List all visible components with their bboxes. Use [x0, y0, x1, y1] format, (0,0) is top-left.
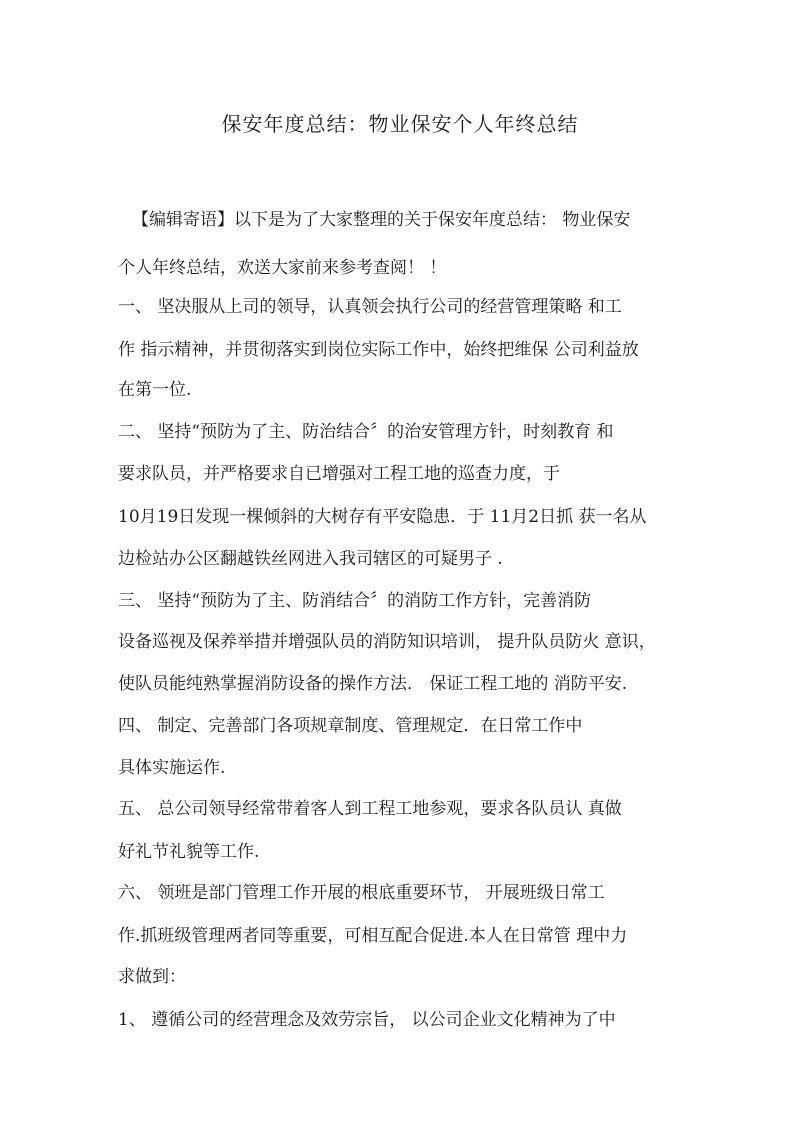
text-line-16: 好礼节礼貌等工作.	[118, 842, 260, 862]
text-line-14: 具体实施运作.	[118, 758, 226, 778]
text-line-4: 作 指示精神，并贯彻落实到岗位实际工作中，始终把维保 公司利益放	[118, 340, 639, 360]
text-line-11: 设备巡视及保养举措并增强队员的消防知识培训， 提升队员防火 意识，	[118, 632, 656, 652]
text-line-1: 【编辑寄语】以下是为了大家整理的关于保安年度总结： 物业保安	[132, 210, 631, 230]
text-line-2: 个人年终总结，欢送大家前来参考查阅！ ！	[118, 258, 447, 278]
text-line-17: 六、 领班是部门管理工作开展的根底重要环节， 开展班级日常工	[118, 883, 605, 903]
text-line-18: 作.抓班级管理两者同等重要，可相互配合促进.本人在日常管 理中力	[118, 926, 628, 946]
text-line-6: 二、 坚持“预防为了主、防治结合〞的治安管理方针，时刻教育 和	[118, 422, 614, 442]
text-line-5: 在第一位.	[118, 380, 192, 400]
text-line-19: 求做到：	[118, 967, 186, 987]
text-line-7: 要求队员，并严格要求自已增强对工程工地的巡查力度，于	[118, 464, 560, 484]
text-line-13: 四、 制定、完善部门各项规章制度、管理规定．在日常工作中	[118, 716, 583, 736]
text-line-15: 五、 总公司领导经常带着客人到工程工地参观，要求各队员认 真做	[118, 799, 622, 819]
text-line-12: 使队员能纯熟掌握消防设备的操作方法． 保证工程工地的 消防平安.	[118, 674, 628, 694]
text-line-10: 三、 坚持“预防为了主、防消结合〞的消防工作方针，完善消防	[118, 591, 592, 611]
document-title: 保安年度总结：物业保安个人年终总结	[221, 112, 579, 136]
text-line-20: 1、 遵循公司的经营理念及效劳宗旨， 以公司企业文化精神为了中	[118, 1010, 616, 1030]
text-line-9: 边检站办公区翻越铁丝网进入我司辖区的可疑男子 .	[118, 549, 503, 569]
text-line-3: 一、 坚决服从上司的领导，认真领会执行公司的经营管理策略 和工	[118, 297, 622, 317]
text-line-8: 10月19日发现一棵倾斜的大树存有平安隐患．于 11月2日抓 获一名从	[118, 507, 647, 527]
